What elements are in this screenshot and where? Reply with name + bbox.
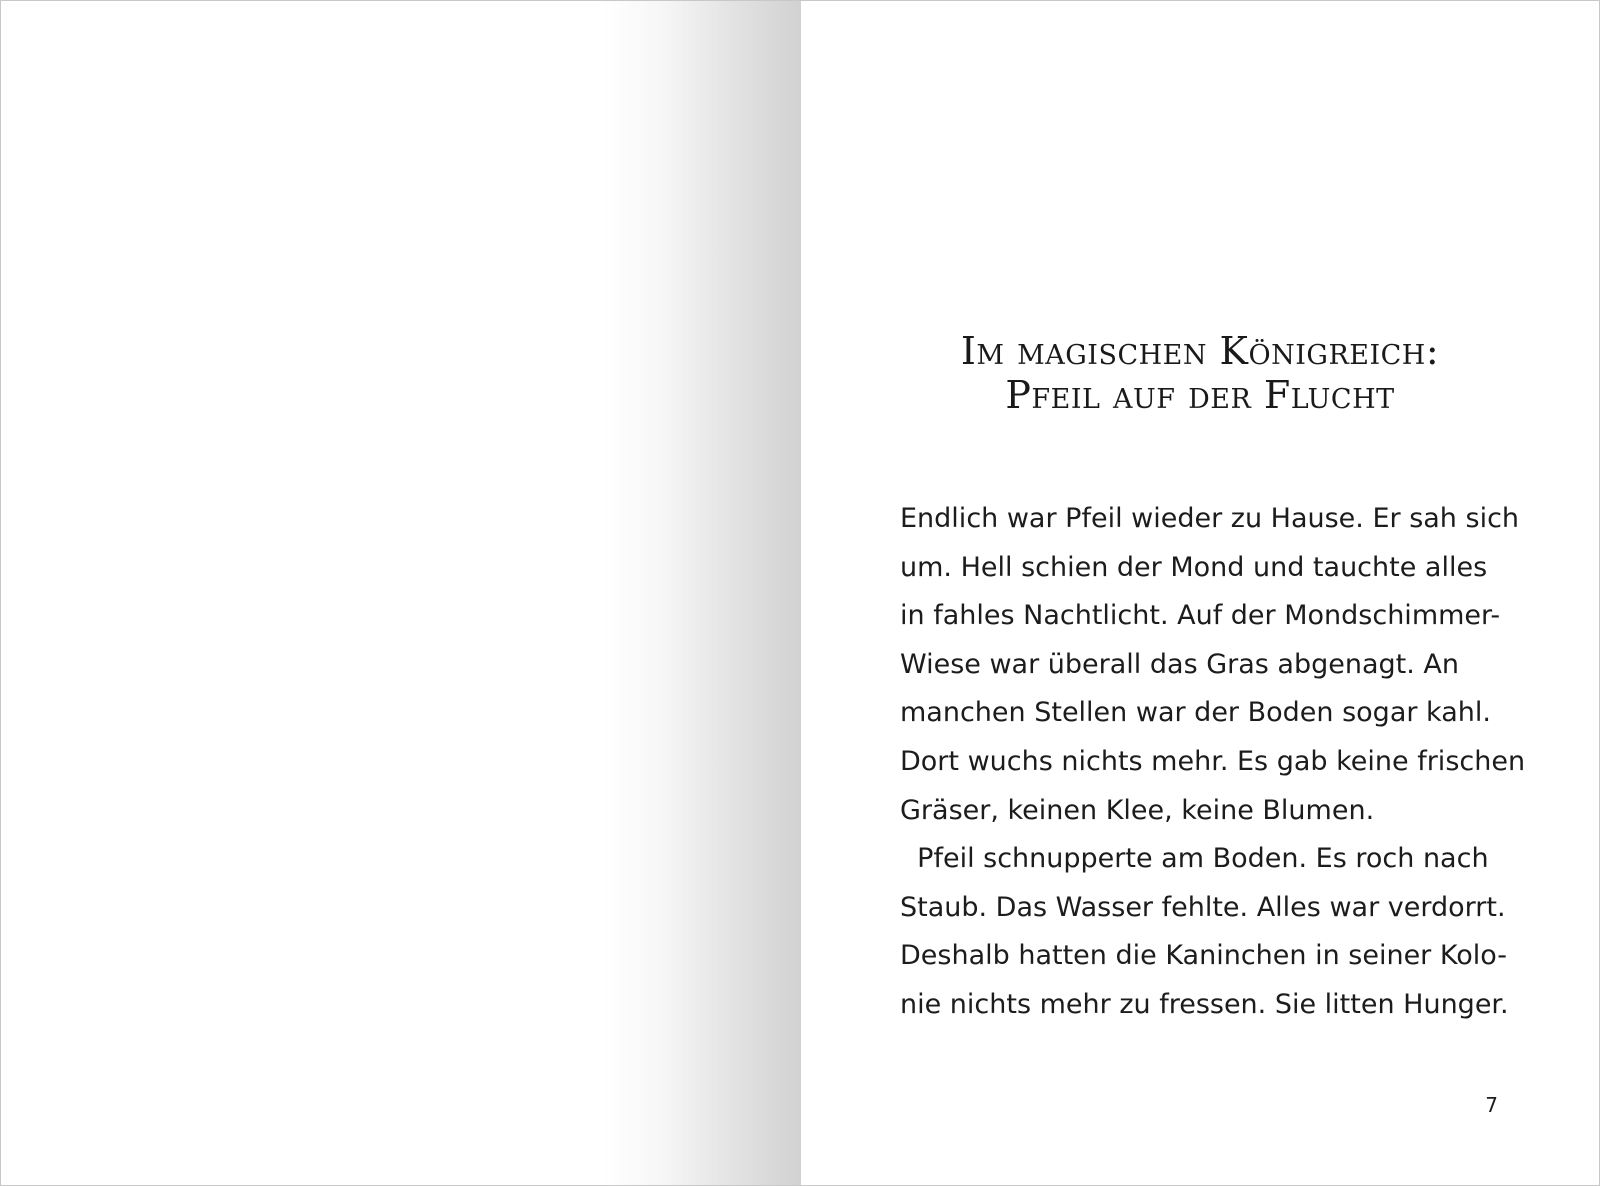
body-line: um. Hell schien der Mond und tauchte alles xyxy=(900,551,1488,583)
body-line: Staub. Das Wasser fehlte. Alles war verdorrt. xyxy=(900,891,1506,923)
body-line: Deshalb hatten die Kaninchen in seiner Kolo- xyxy=(900,940,1508,972)
chapter-title-line-1: Im magischen Königreich: xyxy=(960,329,1440,373)
body-line: Endlich war Pfeil wieder zu Hause. Er sah sich xyxy=(900,503,1520,534)
chapter-title-line-2: Pfeil auf der Flucht xyxy=(1005,373,1395,417)
body-line: in fahles Nachtlicht. Auf der Mondschimmer- xyxy=(900,600,1501,632)
left-page-blank xyxy=(1,1,801,1185)
body-text xyxy=(900,495,1526,1030)
page-number: 7 xyxy=(1485,1093,1498,1117)
body-line: manchen Stellen war der Boden sogar kahl. xyxy=(900,697,1491,729)
body-line: Gräser, keinen Klee, keine Blumen. xyxy=(900,794,1375,826)
body-line: Dort wuchs nichts mehr. Es gab keine frischen xyxy=(900,745,1526,777)
right-page xyxy=(801,1,1599,1185)
body-line: Pfeil schnupperte am Boden. Es roch nach xyxy=(900,843,1489,875)
body-line: Wiese war überall das Gras abgenagt. An xyxy=(900,648,1459,680)
chapter-title xyxy=(801,329,1599,417)
body-line: nie nichts mehr zu fressen. Sie litten Hunger. xyxy=(900,988,1509,1020)
